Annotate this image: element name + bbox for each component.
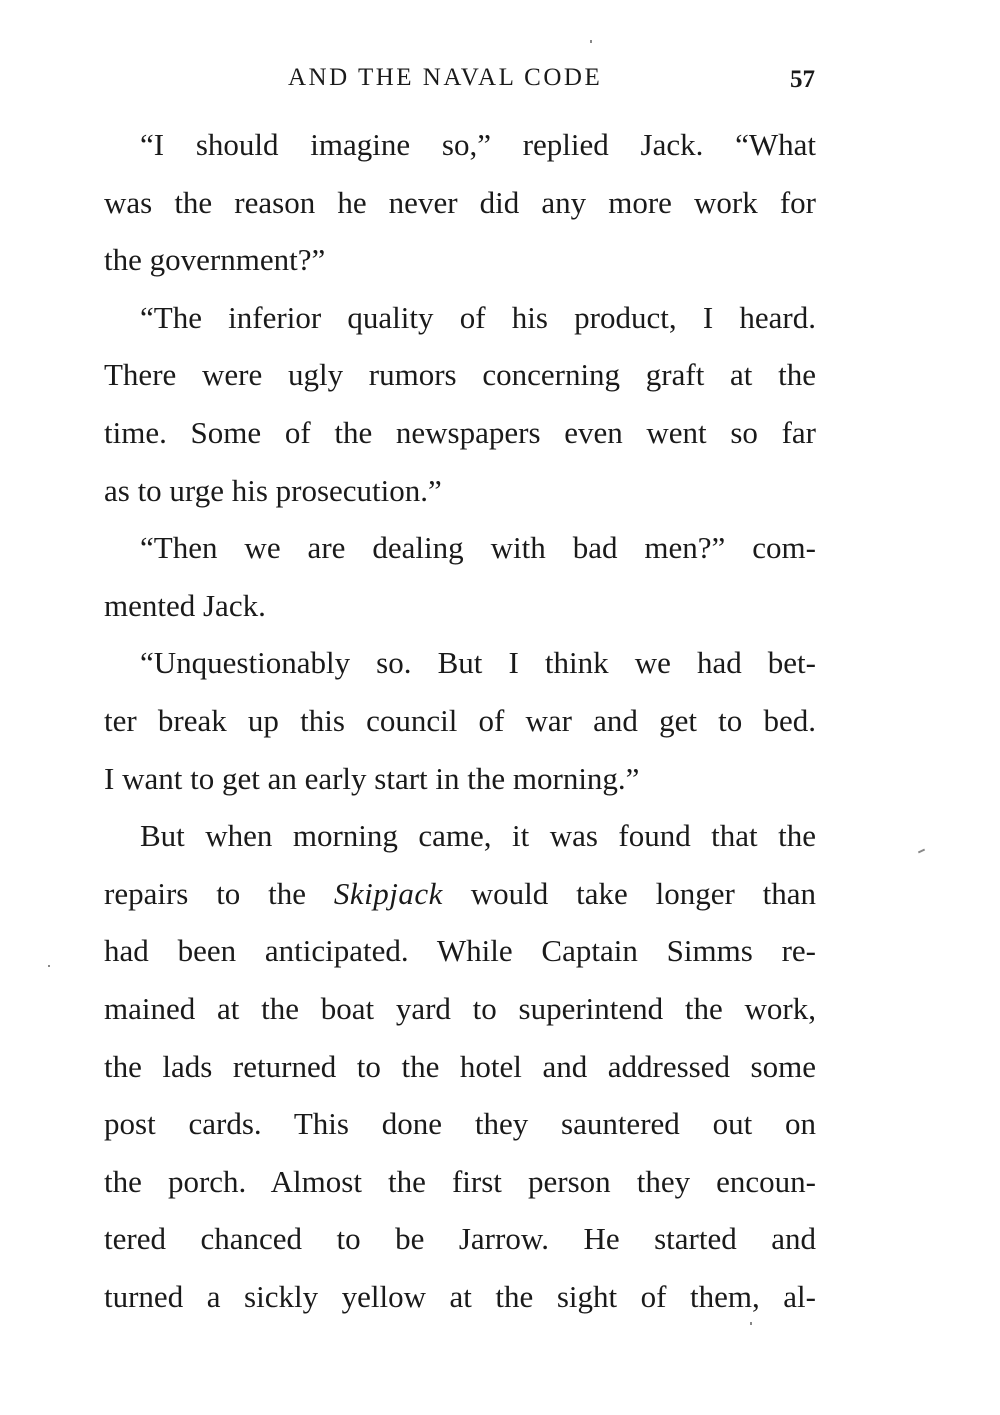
text-line: ter break up this council of war and get to bed.	[104, 702, 816, 738]
body-text	[104, 116, 816, 1325]
text-segment: would take longer than	[442, 875, 817, 911]
text-line: turned a sickly yellow at the sight of them, al-	[104, 1278, 816, 1314]
text-line: as to urge his prosecution.”	[104, 472, 442, 508]
text-line: post cards. This done they sauntered out on	[104, 1106, 816, 1142]
text-line: “I should imagine so,” replied Jack. “What	[140, 127, 816, 162]
text-line: the government?”	[104, 242, 326, 278]
page-number: 57	[790, 66, 815, 93]
text-line: was the reason he never did any more work for	[104, 184, 816, 220]
italic-ship-name: Skipjack	[333, 875, 443, 911]
text-line: had been anticipated. While Captain Simms re-	[104, 933, 816, 969]
text-line: But when morning came, it was found that the	[140, 818, 816, 854]
text-line: the porch. Almost the first person they encoun-	[104, 1163, 816, 1199]
scan-speck	[750, 1322, 752, 1325]
text-segment: repairs to the	[104, 875, 334, 911]
text-line: “The inferior quality of his product, I heard.	[140, 299, 816, 335]
text-line: time. Some of the newspapers even went so far	[104, 414, 816, 450]
scan-speck	[918, 849, 925, 854]
scan-speck	[590, 40, 592, 43]
text-line: the lads returned to the hotel and addressed some	[104, 1048, 816, 1084]
text-line: mained at the boat yard to superintend the work,	[104, 990, 816, 1026]
text-line: “Then we are dealing with bad men?” com-	[140, 530, 816, 566]
scan-speck	[48, 965, 50, 967]
text-line: “Unquestionably so. But I think we had bet-	[140, 645, 816, 681]
text-line: I want to get an early start in the morning.”	[104, 760, 640, 796]
text-line-with-italic	[104, 865, 816, 923]
text-line: mented Jack.	[104, 587, 266, 623]
running-head-title: AND THE NAVAL CODE	[288, 64, 603, 91]
text-line: There were ugly rumors concerning graft at the	[104, 357, 816, 393]
text-line: tered chanced to be Jarrow. He started and	[104, 1221, 816, 1257]
